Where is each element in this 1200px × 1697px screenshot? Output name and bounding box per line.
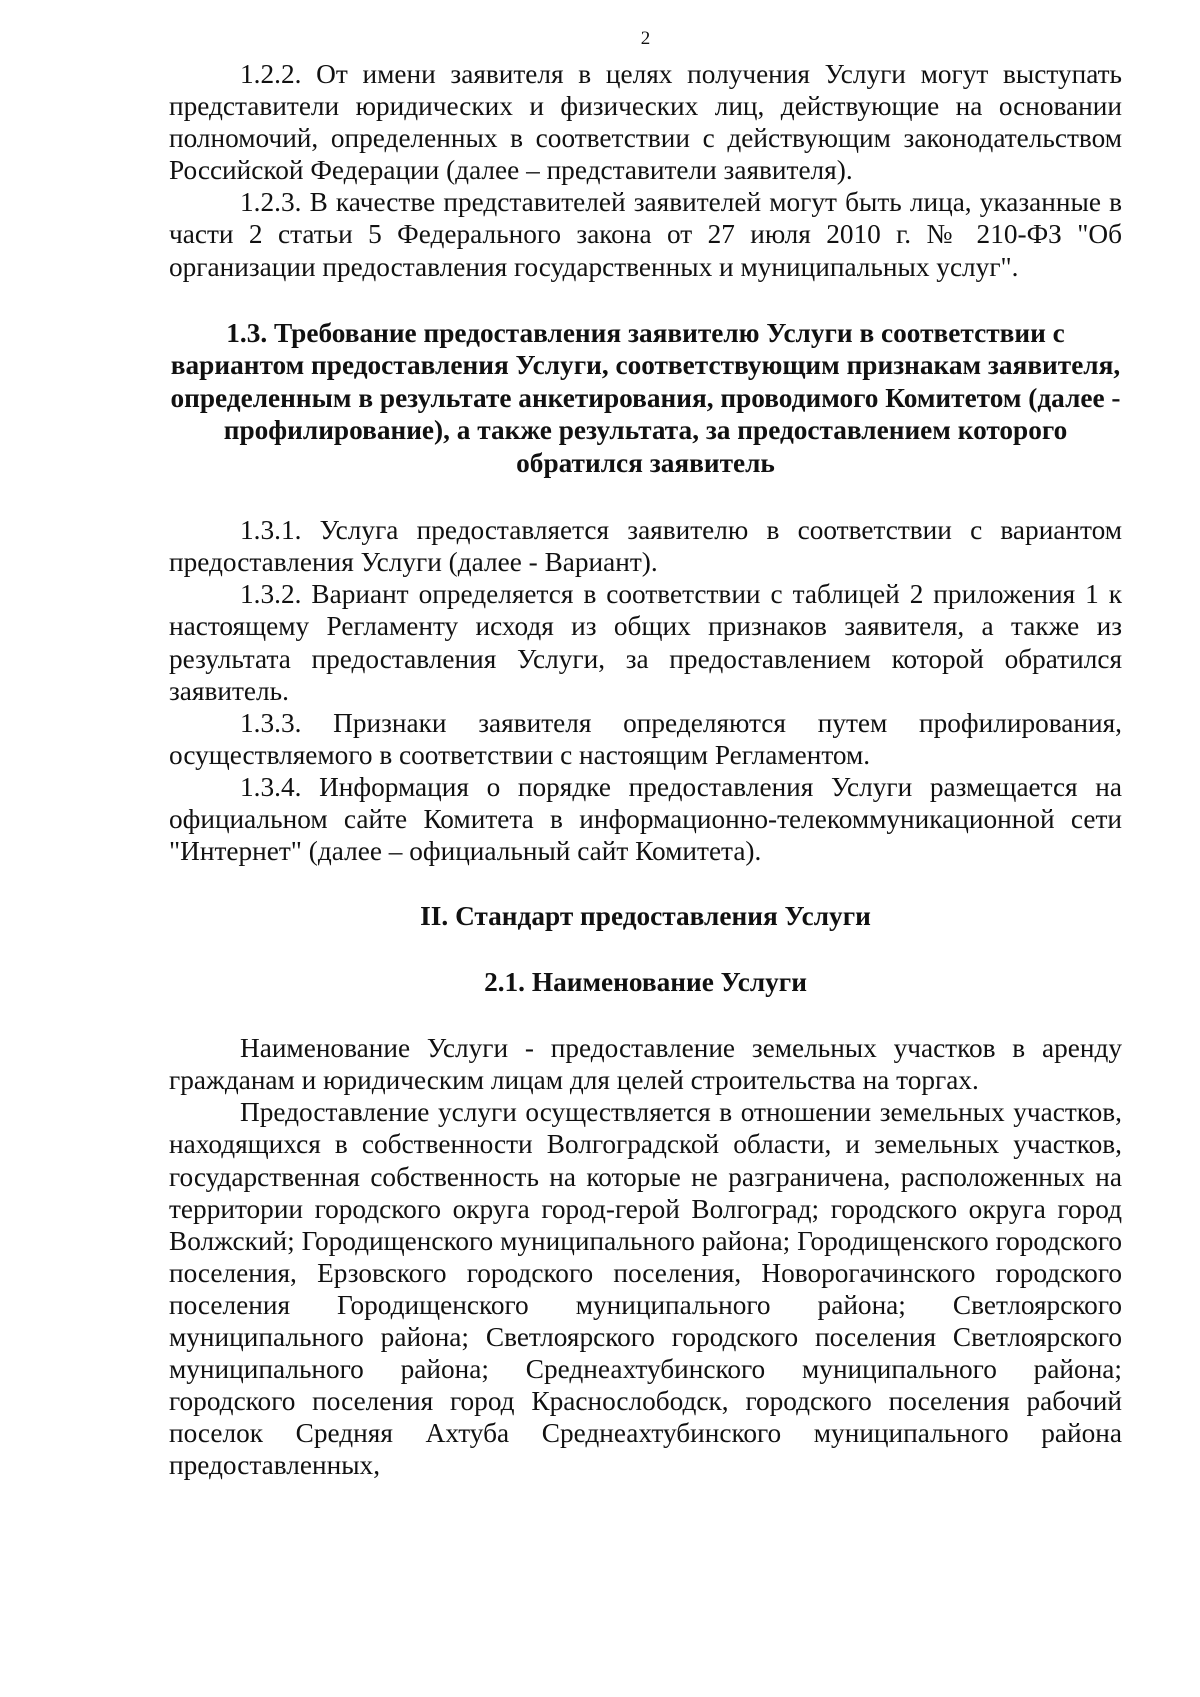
heading-1-3: 1.3. Требование предоставления заявителю Услуги в соответствии с вариантом предоставления Услуги, соответствующим признакам заявителя, определенным в результате анкетирования, проводимого Комитетом (далее - профилирование), а также результата, за предоставлением которого обратился заявитель <box>170 317 1121 478</box>
heading-section-2: II. Стандарт предоставления Услуги <box>420 901 871 932</box>
paragraph-1-2-2: 1.2.2. От имени заявителя в целях получения Услуги могут выступать представители юридических и физических лиц, действующие на основании полномочий, определенных в соответствии с действующим законодательством Российской Федерации (далее – представители заявителя). <box>169 59 1122 186</box>
paragraph-2-1-name: Наименование Услуги - предоставление земельных участков в аренду гражданам и юридическим лицам для целей строительства на торгах. <box>169 1033 1122 1096</box>
page-number: 2 <box>640 28 651 49</box>
paragraph-1-3-2: 1.3.2. Вариант определяется в соответствии с таблицей 2 приложения 1 к настоящему Регламенту исходя из общих признаков заявителя, а также из результата предоставления Услуги, за предоставлением которой обратился заявитель. <box>169 579 1122 706</box>
paragraph-1-3-4: 1.3.4. Информация о порядке предоставления Услуги размещается на официальном сайте Комитета в информационно-телекоммуникационной сети "Интернет" (далее – официальный сайт Комитета). <box>169 771 1122 867</box>
paragraph-1-2-3: 1.2.3. В качестве представителей заявителей могут быть лица, указанные в части 2 статьи 5 Федерального закона от 27 июля 2010 г. № 210-ФЗ "Об организации предоставления государственных и муниципальных услуг". <box>169 187 1122 282</box>
heading-2-1: 2.1. Наименование Услуги <box>484 966 807 997</box>
paragraph-1-3-1: 1.3.1. Услуга предоставляется заявителю в соответствии с вариантом предоставления Услуги (далее - Вариант). <box>169 515 1122 578</box>
document-page <box>169 28 1122 1482</box>
paragraph-1-3-3: 1.3.3. Признаки заявителя определяются путем профилирования, осуществляемого в соответствии с настоящим Регламентом. <box>169 707 1122 770</box>
paragraph-2-1-scope: Предоставление услуги осуществляется в отношении земельных участков, находящихся в собственности Волгоградской области, и земельных участков, государственная собственность на которые не разграничена, расположенных на территории городского округа город-герой Волгоград; городского округа город Волжский; Городищенского муниципального района; Городищенского городского поселения, Ерзовского городского поселения, Новорогачинского городского поселения Городищенского муниципального района; Светлоярского муниципального района; Светлоярского городского поселения Светлоярского муниципального района; Среднеахтубинского муниципального района; городского поселения город Краснослободск, городского поселения рабочий поселок Средняя Ахтуба Среднеахтубинского муниципального района предоставленных, <box>169 1097 1122 1481</box>
